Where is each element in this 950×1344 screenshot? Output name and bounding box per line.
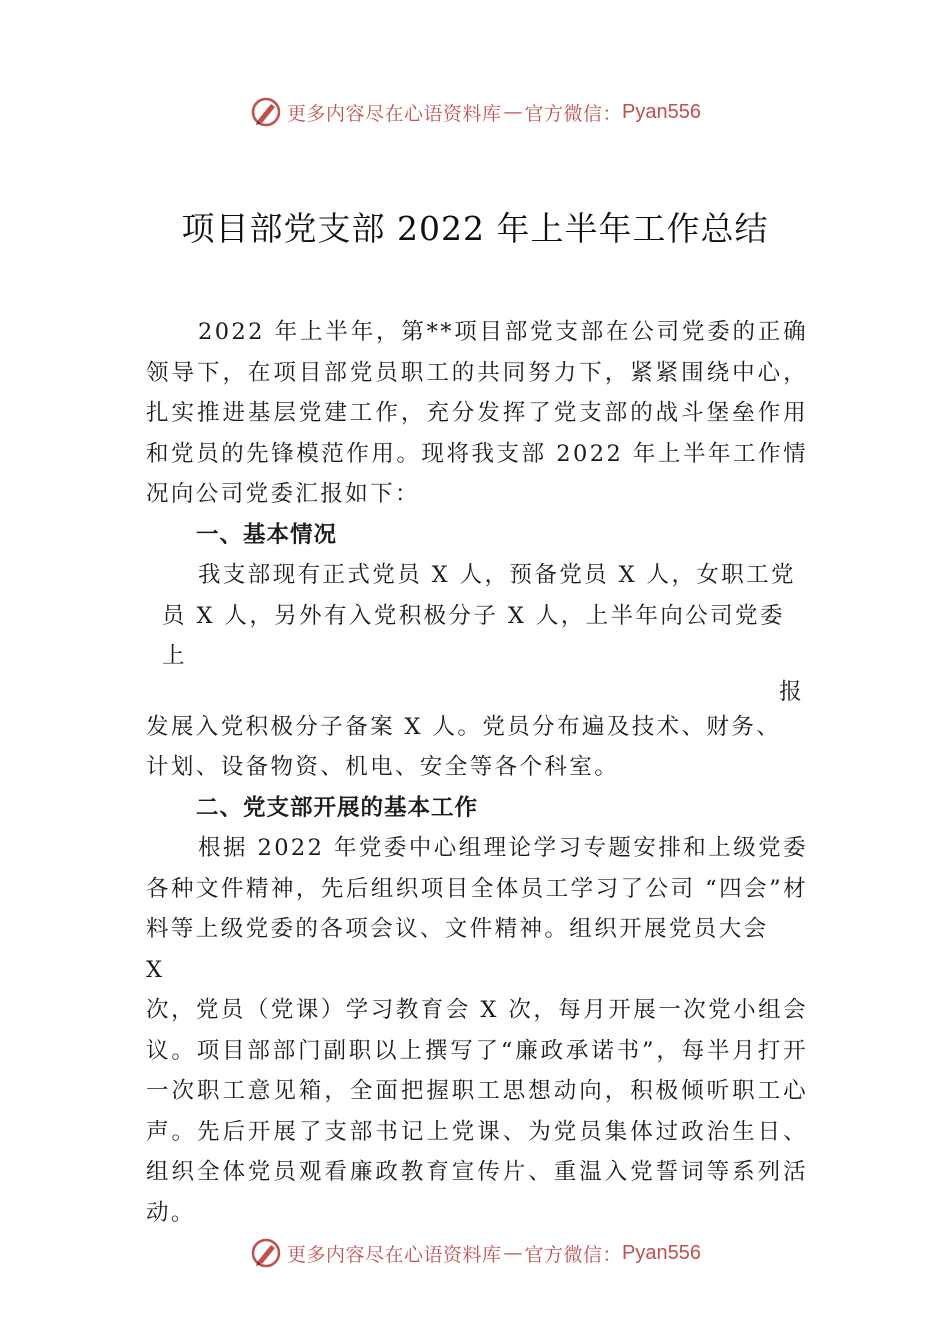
watermark-label: 官方微信：: [524, 1243, 623, 1266]
pen-logo-icon: [249, 95, 283, 129]
pen-logo-icon: [249, 1236, 283, 1270]
watermark-text: 更多内容尽在心语资料库: [287, 1243, 502, 1266]
section1-line1: 我支部现有正式党员 X 人，预备党员 X 人，女职工党: [198, 562, 796, 588]
document-body: [146, 312, 808, 1233]
section1-line3: 报: [779, 678, 804, 705]
section2-heading: 二、党支部开展的基本工作: [196, 794, 479, 821]
watermark-footer: [0, 1233, 950, 1273]
section1-heading: 一、基本情况: [196, 521, 338, 548]
watermark-label: 官方微信：: [524, 102, 623, 125]
watermark-header: [0, 92, 950, 132]
watermark-separator: —: [503, 101, 523, 123]
section1-line2: 员 X 人，另外有入党积极分子 X 人，上半年向公司党委上: [162, 602, 785, 669]
section2-paragraph1: 根据 2022 年党委中心组理论学习专题安排和上级党委各种文件精神，先后组织项目全体员工学习了公司 “四会”材料等上级党委的各项会议、文件精神。组织开展党员大会: [146, 835, 808, 942]
watermark-id: Pyan556: [622, 100, 701, 123]
watermark-id: Pyan556: [622, 1241, 701, 1264]
section1-line5: 计划、设备物资、机电、安全等各个科室。: [146, 754, 620, 780]
watermark-text: 更多内容尽在心语资料库: [287, 102, 502, 125]
intro-paragraph: 2022 年上半年，第**项目部党支部在公司党委的正确领导下，在项目部党员职工的共同努力下，紧紧围绕中心，扎实推进基层党建工作，充分发挥了党支部的战斗堡垒作用和党员的先锋模范作用。现将我支部 2022 年上半年工作情况向公司党委汇报如下：: [146, 319, 808, 507]
section2-paragraph2: 次，党员（党课）学习教育会 X 次，每月开展一次党小组会议。项目部部门副职以上撰写了“廉政承诺书”，每半月打开一次职工意见箱，全面把握职工思想动向，积极倾听职工心声。先后开展了支部书记上党课、为党员集体过政治生日、组织全体党员观看廉政教育宣传片、重温入党誓词等系列活动。: [146, 997, 808, 1226]
section1-line4: 发展入党积极分子备案 X 人。党员分布遍及技术、财务、: [146, 713, 782, 740]
section2-x-line: X: [146, 956, 165, 983]
watermark-separator: —: [503, 1242, 523, 1264]
document-title: 项目部党支部 2022 年上半年工作总结: [181, 209, 769, 248]
